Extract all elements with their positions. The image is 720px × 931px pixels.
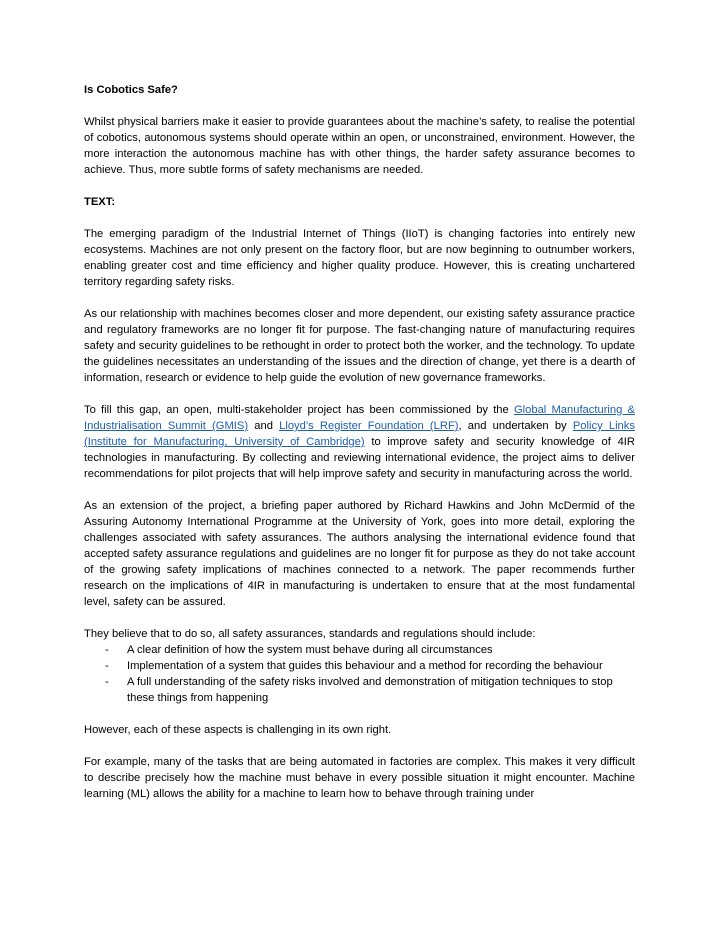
paragraph-project [84, 402, 635, 482]
requirements-list [84, 642, 635, 706]
paragraph-project-text-1: To fill this gap, an open, multi-stakeholder project has been commissioned by the [84, 404, 514, 416]
lrf-link[interactable]: Lloyd’s Register Foundation (LRF) [279, 420, 459, 432]
list-item [84, 674, 635, 706]
intro-paragraph: Whilst physical barriers make it easier to provide guarantees about the machine’s safety, to realise the potential of cobotics, autonomous systems should operate within an open, or unconstrained, environment. However, the more interaction the autonomous machine has with other things, the harder safety assurance becomes to achieve. Thus, more subtle forms of safety mechanisms are needed. [84, 116, 635, 176]
paragraph-challenging: However, each of these aspects is challenging in its own right. [84, 724, 392, 736]
paragraph-project-text-2: and [248, 420, 280, 432]
list-item-text: Implementation of a system that guides this behaviour and a method for recording the behaviour [127, 660, 603, 672]
paragraph-briefing: As an extension of the project, a briefing paper authored by Richard Hawkins and John McDermid of the Assuring Autonomy International Programme at the University of York, goes into more detail, exploring the challenges associated with safety assurances. The authors analysing the international evidence found that accepted safety assurance regulations and guidelines are no longer fit for purpose as they do not take account of the growing safety implications of machines connected to a network. The paper recommends further research on the implications of 4IR in manufacturing is undertaken to ensure that at the most fundamental level, safety can be assured. [84, 500, 635, 608]
paragraph-project-text-3: , and undertaken by [458, 420, 573, 432]
text-label: TEXT: [84, 196, 116, 208]
gmis-link[interactable]: Global Manufacturing & Industrialisation Summit (GMIS) [84, 404, 635, 432]
paragraph-example: For example, many of the tasks that are being automated in factories are complex. This makes it very difficult to describe precisely how the machine must behave in every possible situation it might encounter. Machine learning (ML) allows the ability for a machine to learn how to behave through training under [84, 756, 635, 800]
list-item [84, 642, 635, 658]
bullet-dash: - [105, 644, 109, 656]
bullet-dash: - [105, 676, 109, 688]
paragraph-requirements-intro: They believe that to do so, all safety assurances, standards and regulations should include: [84, 628, 536, 640]
paragraph-project-text-4: to improve safety and security knowledge of 4IR technologies in manufacturing. By collecting and reviewing international evidence, the project aims to deliver recommendations for pilot projects that will help improve safety and security in manufacturing across the world. [84, 436, 635, 480]
list-item-text: A clear definition of how the system must behave during all circumstances [127, 644, 493, 656]
document-title: Is Cobotics Safe? [84, 84, 178, 96]
policy-links-link[interactable]: Policy Links (Institute for Manufacturing, University of Cambridge) [84, 420, 635, 448]
bullet-dash: - [105, 660, 109, 672]
paragraph-relationship: As our relationship with machines becomes closer and more dependent, our existing safety assurance practice and regulatory frameworks are no longer fit for purpose. The fast-changing nature of manufacturing requires safety and security guidelines to be rethought in order to protect both the worker, and the technology. To update the guidelines necessitates an understanding of the issues and the direction of change, yet there is a dearth of information, research or evidence to help guide the evolution of new governance frameworks. [84, 308, 635, 384]
document-page [84, 82, 635, 802]
list-item [84, 658, 635, 674]
paragraph-iiot: The emerging paradigm of the Industrial Internet of Things (IIoT) is changing factories into entirely new ecosystems. Machines are not only present on the factory floor, but are now beginning to outnumber workers, enabling greater cost and time efficiency and higher quality produce. However, this is creating unchartered territory regarding safety risks. [84, 228, 635, 288]
list-item-text: A full understanding of the safety risks involved and demonstration of mitigation techniques to stop these things from happening [127, 676, 613, 704]
